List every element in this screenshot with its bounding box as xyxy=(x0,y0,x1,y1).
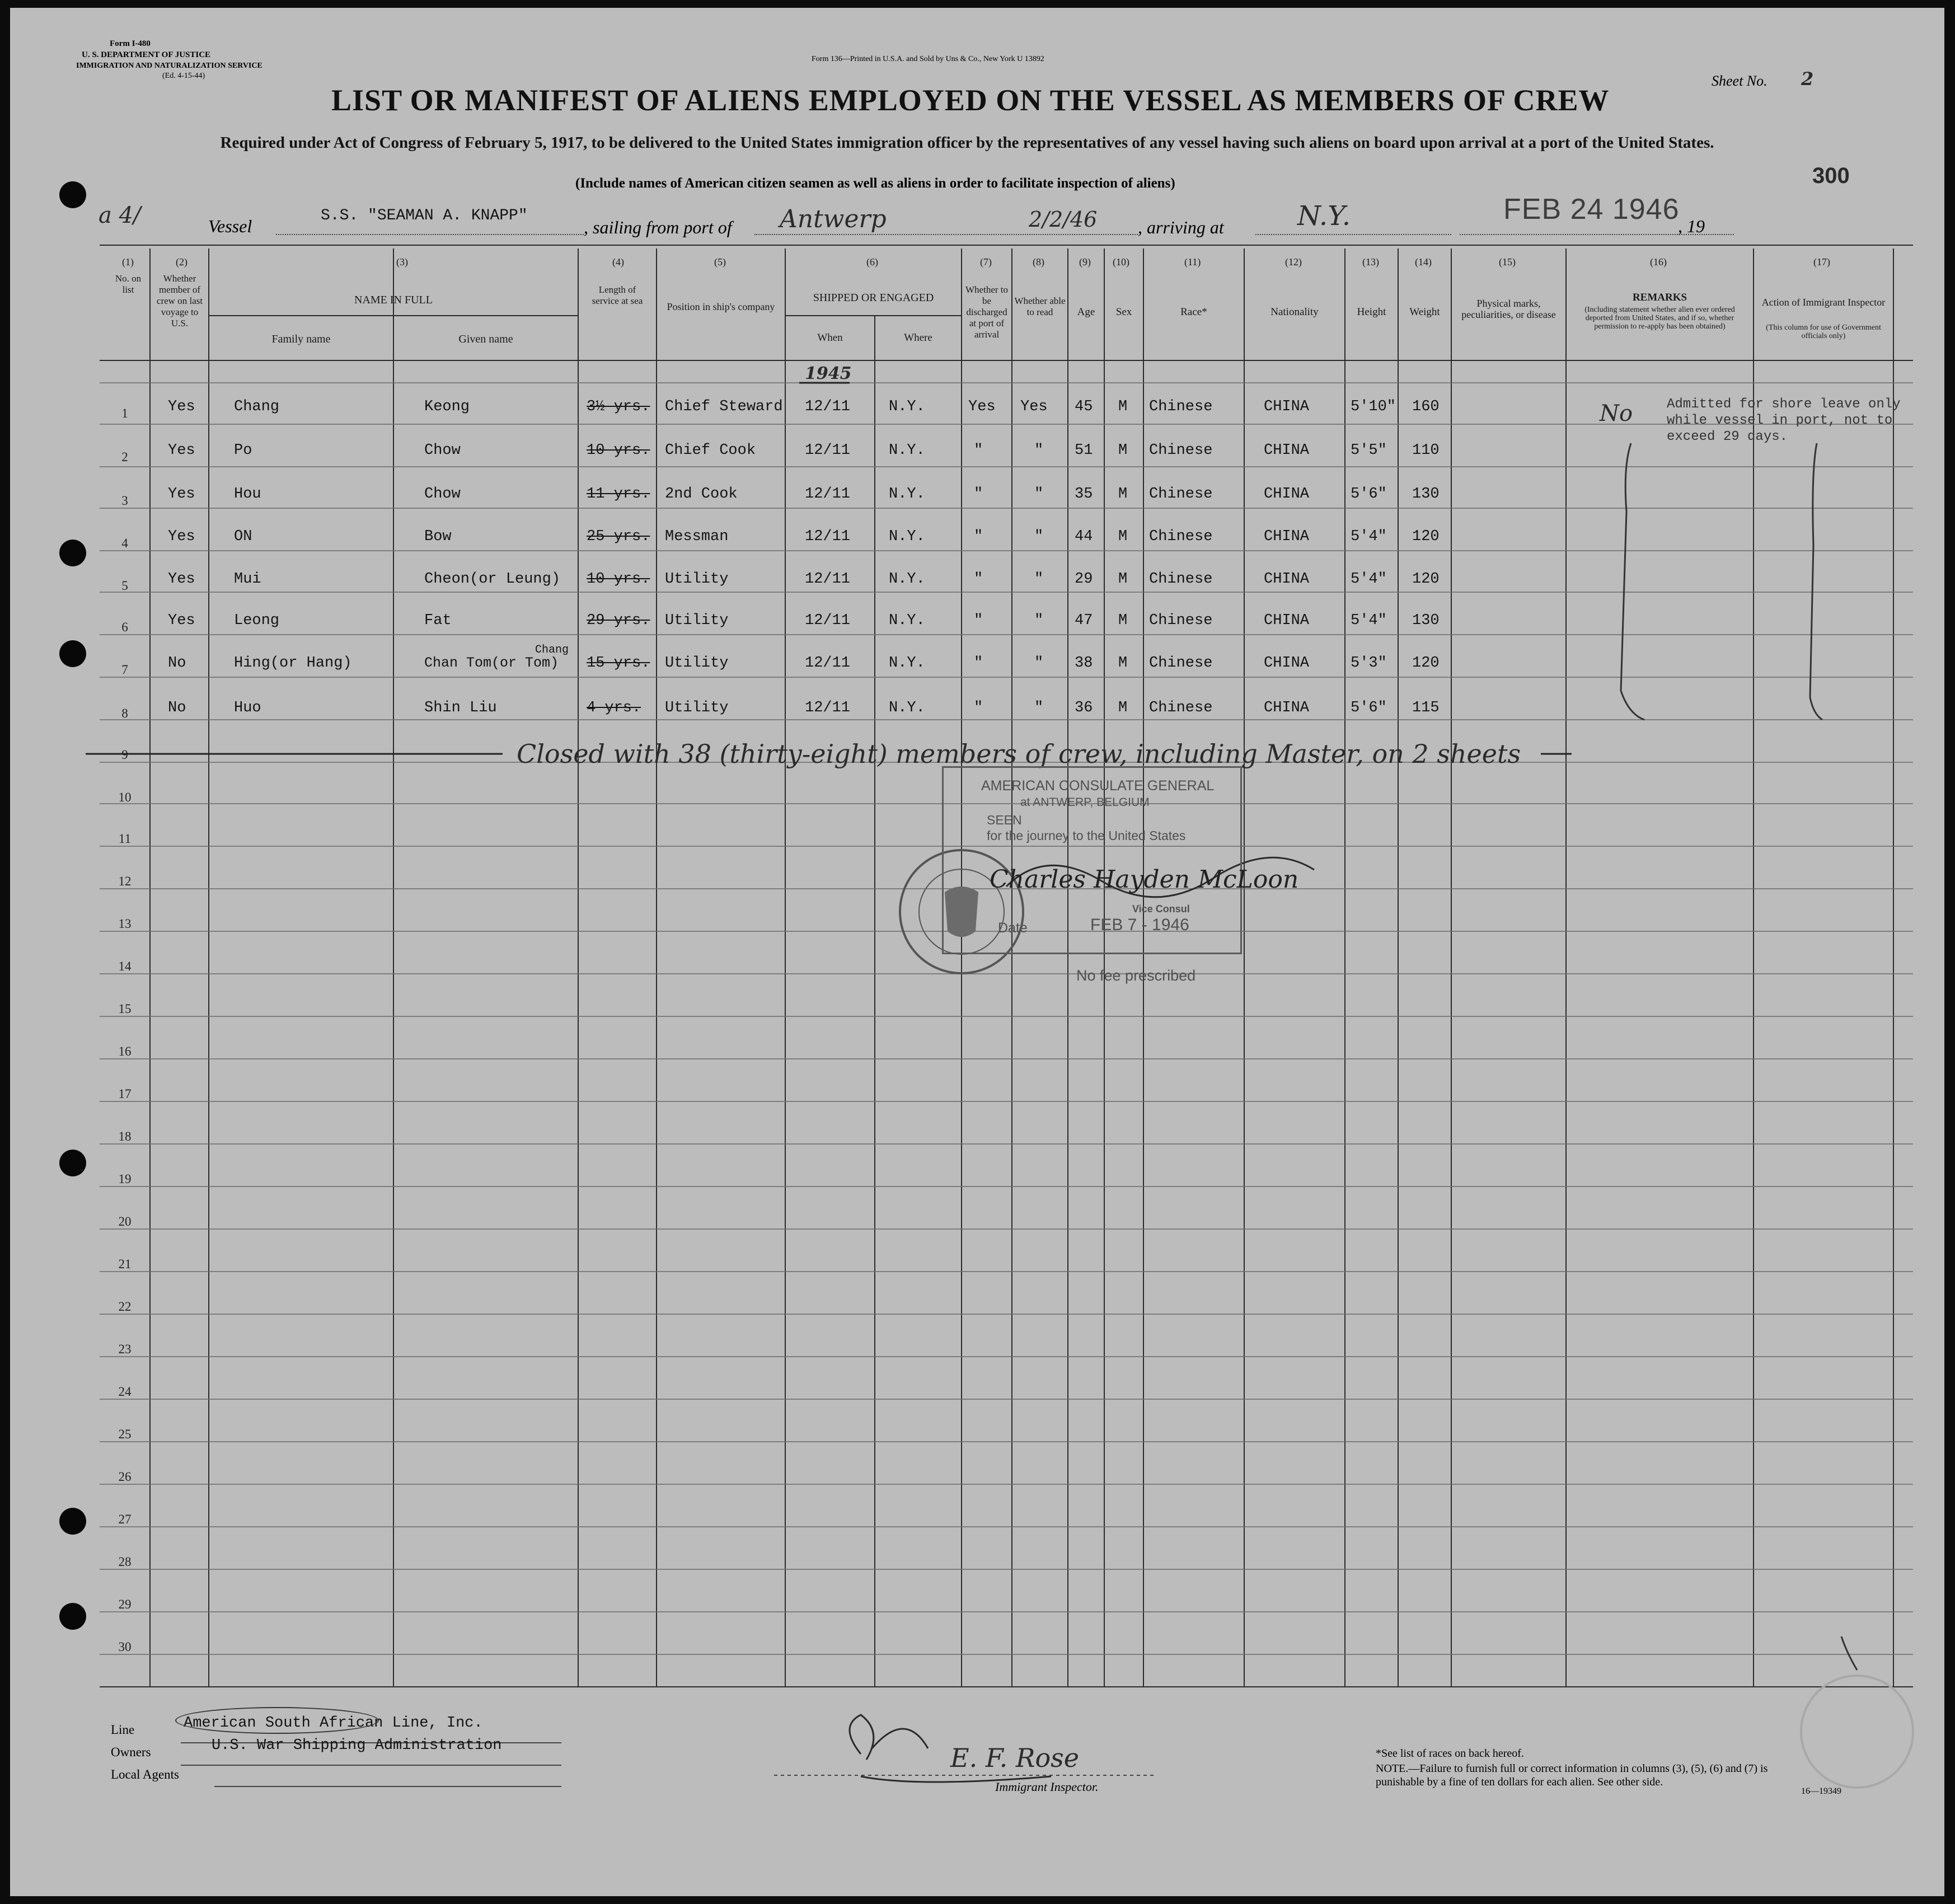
vessel-label: Vessel xyxy=(208,216,252,236)
include-note: (Include names of American citizen seamen as well as aliens in order to facilitate inspection of aliens) xyxy=(575,176,1175,191)
closing-note: Closed with 38 (thirty-eight) members of crew, including Master, on 2 sheets xyxy=(517,739,1521,769)
line-circle-mark xyxy=(175,1707,379,1734)
row-number: 15 xyxy=(118,1002,132,1016)
nationality: CHINA xyxy=(1264,571,1310,588)
row-number: 5 xyxy=(121,579,128,593)
departure-port: Antwerp xyxy=(780,205,887,233)
col-num: (7) xyxy=(980,256,992,268)
age: 35 xyxy=(1075,486,1093,503)
remarks-text: Admitted for shore leave only while vessel in port, not to exceed 29 days. xyxy=(1667,397,1901,444)
row-number: 27 xyxy=(118,1512,132,1526)
shipped-when: 12/11 xyxy=(805,398,851,415)
col-header-sex: Sex xyxy=(1115,306,1132,318)
vessel-name: S.S. "SEAMAN A. KNAPP" xyxy=(321,207,528,224)
col-num: (9) xyxy=(1079,256,1091,268)
family-name: Huo xyxy=(234,700,261,716)
shipped-where: N.Y. xyxy=(889,655,925,672)
shipped-when: 12/11 xyxy=(805,571,851,588)
service-length: 10 yrs. xyxy=(587,442,650,459)
row-number: 4 xyxy=(121,536,128,550)
given-name: Shin Liu xyxy=(424,700,497,716)
col-num: (8) xyxy=(1033,256,1044,268)
sex: M xyxy=(1118,398,1128,415)
row-number: 12 xyxy=(118,874,132,888)
note-label: NOTE. xyxy=(1376,1762,1409,1775)
shipped-when: 12/11 xyxy=(805,528,851,545)
age: 38 xyxy=(1075,655,1093,672)
given-name: Fat xyxy=(424,612,452,629)
sex: M xyxy=(1118,442,1128,459)
given-name: Chow xyxy=(424,486,461,503)
service: IMMIGRATION AND NATURALIZATION SERVICE xyxy=(76,62,262,70)
col-header-read: Whether able to read xyxy=(1014,296,1066,317)
col-num: (17) xyxy=(1813,256,1830,268)
height: 5'3" xyxy=(1351,655,1387,672)
penalty-note xyxy=(1376,1762,1801,1789)
col-header-inspector-action: Action of Immigrant Inspector xyxy=(1761,297,1886,308)
row-number: 18 xyxy=(118,1129,132,1143)
position: Chief Cook xyxy=(665,442,756,459)
able-to-read: " xyxy=(1034,486,1044,503)
note-text: —Failure to furnish full or correct information in columns (3), (5), (6) and (7) is punishable by a fine of ten dollars for each alien. See other side. xyxy=(1376,1762,1768,1788)
able-to-read: " xyxy=(1034,655,1044,672)
nationality: CHINA xyxy=(1264,442,1310,459)
row-number: 7 xyxy=(121,663,128,677)
weight: 120 xyxy=(1412,655,1440,672)
previous-voyage: No xyxy=(168,700,186,716)
col-num: (13) xyxy=(1362,256,1379,268)
shipped-where: N.Y. xyxy=(889,528,925,545)
col-num: (15) xyxy=(1499,256,1516,268)
corner-mark: a 4/ xyxy=(99,203,141,228)
inspector-label: Immigrant Inspector. xyxy=(995,1780,1099,1794)
col-num: (6) xyxy=(866,256,878,268)
edition: (Ed. 4-15-44) xyxy=(162,72,205,80)
position: Utility xyxy=(665,571,729,588)
form-code: 16—19349 xyxy=(1801,1786,1841,1796)
stamp-date: FEB 7 - 1946 xyxy=(1090,916,1189,934)
previous-voyage: Yes xyxy=(168,398,195,415)
col-num: (5) xyxy=(714,256,726,268)
row-number: 6 xyxy=(121,620,128,634)
sex: M xyxy=(1118,528,1128,545)
row-number: 17 xyxy=(118,1087,132,1101)
height: 5'5" xyxy=(1351,442,1387,459)
row-number: 16 xyxy=(118,1044,132,1058)
height: 5'6" xyxy=(1351,700,1387,716)
row-number: 19 xyxy=(118,1172,132,1186)
arriving-label: , arriving at xyxy=(1138,217,1224,237)
nationality: CHINA xyxy=(1264,612,1310,629)
age: 36 xyxy=(1075,700,1093,716)
service-length: 10 yrs. xyxy=(587,571,650,588)
previous-voyage: Yes xyxy=(168,528,195,545)
subtitle: Required under Act of Congress of February 5, 1917, to be delivered to the United States immigration officer by the representatives of any vessel having such aliens on board upon arrival at a port of the United States. xyxy=(220,134,1714,152)
col-header-previous-voyage: Whether member of crew on last voyage to U.S. xyxy=(156,273,203,329)
col-num: (10) xyxy=(1113,256,1129,268)
weight: 160 xyxy=(1412,398,1440,415)
height: 5'4" xyxy=(1351,612,1387,629)
age: 47 xyxy=(1075,612,1093,629)
col-header-age: Age xyxy=(1077,306,1095,318)
col-header-name: NAME IN FULL xyxy=(354,294,433,306)
position: Utility xyxy=(665,612,729,629)
service-length: 15 yrs. xyxy=(587,655,650,672)
age: 51 xyxy=(1075,442,1093,459)
owners-value: U.S. War Shipping Administration xyxy=(212,1737,502,1754)
nationality: CHINA xyxy=(1264,486,1310,503)
weight: 130 xyxy=(1412,612,1440,629)
family-name: Po xyxy=(234,442,252,459)
shipped-when: 12/11 xyxy=(805,486,851,503)
arrival-date-stamp: FEB 24 1946 xyxy=(1503,193,1680,226)
col-header-remarks: REMARKS xyxy=(1632,292,1687,303)
family-name: Hing(or Hang) xyxy=(234,655,352,672)
family-name: ON xyxy=(234,528,252,545)
col-num: (12) xyxy=(1285,256,1302,268)
race: Chinese xyxy=(1149,486,1213,503)
remarks-bracket-left xyxy=(1621,443,1644,720)
row-number: 13 xyxy=(118,917,132,931)
stamp-line-4: for the journey to the United States xyxy=(987,828,1186,843)
previous-voyage: Yes xyxy=(168,612,195,629)
row-number: 10 xyxy=(118,790,132,804)
able-to-read: " xyxy=(1034,442,1044,459)
shipped-when: 12/11 xyxy=(805,612,851,629)
col-header-no: No. on list xyxy=(115,273,142,295)
arrival-port: N.Y. xyxy=(1297,200,1351,232)
height: 5'10" xyxy=(1351,398,1396,415)
row-number: 21 xyxy=(118,1257,132,1271)
departure-date: 2/2/46 xyxy=(1029,207,1098,232)
shipped-where: N.Y. xyxy=(889,571,925,588)
age: 44 xyxy=(1075,528,1093,545)
sex: M xyxy=(1118,612,1128,629)
given-name: Chan Tom(or Tom) xyxy=(424,655,559,671)
given-name: Cheon(or Leung) xyxy=(424,571,561,588)
able-to-read: Yes xyxy=(1020,398,1048,415)
col-header-position: Position in ship's company xyxy=(667,301,775,312)
discharged: " xyxy=(974,700,983,716)
weight: 110 xyxy=(1412,442,1440,459)
weight: 115 xyxy=(1412,700,1440,716)
col-num: (14) xyxy=(1415,256,1432,268)
col-header-weight: Weight xyxy=(1409,306,1440,318)
family-name: Leong xyxy=(234,612,280,629)
age: 29 xyxy=(1075,571,1093,588)
race: Chinese xyxy=(1149,655,1213,672)
row-number: 3 xyxy=(121,494,128,508)
agents-label: Local Agents xyxy=(111,1767,179,1781)
shipped-when: 12/11 xyxy=(805,700,851,716)
sex: M xyxy=(1118,486,1128,503)
previous-voyage: Yes xyxy=(168,571,195,588)
weight: 120 xyxy=(1412,571,1440,588)
remarks-bracket-right xyxy=(1810,443,1822,720)
previous-voyage: No xyxy=(168,655,186,672)
discharged: " xyxy=(974,442,983,459)
position: Utility xyxy=(665,655,729,672)
able-to-read: " xyxy=(1034,571,1044,588)
line-value: American South African Line, Inc. xyxy=(184,1715,483,1732)
height: 5'4" xyxy=(1351,528,1387,545)
department: U. S. DEPARTMENT OF JUSTICE xyxy=(82,50,211,59)
position: Utility xyxy=(665,700,729,716)
col-header-nationality: Nationality xyxy=(1270,306,1319,318)
position: 2nd Cook xyxy=(665,486,738,503)
col-num: (16) xyxy=(1650,256,1667,268)
col-header-family-name: Family name xyxy=(271,333,331,345)
col-header-where: Where xyxy=(904,332,932,344)
col-header-service: Length of service at sea xyxy=(592,284,643,306)
height: 5'6" xyxy=(1351,486,1387,503)
able-to-read: " xyxy=(1034,700,1044,716)
service-length: 25 yrs. xyxy=(587,528,650,545)
page-stamp: 300 xyxy=(1812,163,1850,188)
race: Chinese xyxy=(1149,398,1213,415)
previous-voyage: Yes xyxy=(168,442,195,459)
fee-note: No fee prescribed xyxy=(1076,967,1196,984)
age: 45 xyxy=(1075,398,1093,415)
shipped-when: 12/11 xyxy=(805,442,851,459)
col-header-remarks-note: (Including statement whether alien ever ordered deported from United States, and if so, whether permission to re-apply has been obtained) xyxy=(1584,306,1735,331)
remarks-no-mark: No xyxy=(1600,401,1633,426)
given-name: Bow xyxy=(424,528,452,545)
col-num: (3) xyxy=(396,256,408,268)
row-number: 30 xyxy=(118,1640,132,1654)
inspector-signature: E. F. Rose xyxy=(950,1743,1079,1773)
stamp-line-2: at ANTWERP, BELGIUM xyxy=(1020,796,1150,809)
sex: M xyxy=(1118,571,1128,588)
given-name: Keong xyxy=(424,398,470,415)
service-length: 3½ yrs. xyxy=(587,398,650,415)
weight: 120 xyxy=(1412,528,1440,545)
col-header-given-name: Given name xyxy=(458,333,513,345)
col-num: (11) xyxy=(1184,256,1201,268)
col-header-height: Height xyxy=(1357,306,1386,318)
nationality: CHINA xyxy=(1264,398,1310,415)
col-header-shipped: SHIPPED OR ENGAGED xyxy=(813,292,934,304)
sailing-label: , sailing from port of xyxy=(584,217,732,237)
able-to-read: " xyxy=(1034,612,1044,629)
sheet-label: Sheet No. xyxy=(1712,73,1768,89)
race: Chinese xyxy=(1149,528,1213,545)
shipped-where: N.Y. xyxy=(889,398,925,415)
col-header-when: When xyxy=(817,332,843,344)
row-number: 23 xyxy=(118,1342,132,1356)
position: Chief Steward xyxy=(665,398,783,415)
col-header-inspector-note: (This column for use of Government officials only) xyxy=(1766,323,1881,340)
race: Chinese xyxy=(1149,700,1213,716)
height: 5'4" xyxy=(1351,571,1387,588)
discharged: " xyxy=(974,486,983,503)
races-note: *See list of races on back hereof. xyxy=(1376,1747,1524,1760)
family-name: Mui xyxy=(234,571,261,588)
col-num: (2) xyxy=(176,256,187,268)
sex: M xyxy=(1118,700,1128,716)
row-number: 1 xyxy=(121,406,128,420)
row-number: 25 xyxy=(118,1427,132,1441)
row-number: 9 xyxy=(121,748,128,762)
year-note: 1945 xyxy=(805,364,852,383)
nationality: CHINA xyxy=(1264,655,1310,672)
row-number: 8 xyxy=(121,706,128,720)
shipped-where: N.Y. xyxy=(889,612,925,629)
service-length: 11 yrs. xyxy=(587,486,650,503)
col-header-discharged: Whether to be discharged at port of arrival xyxy=(965,284,1008,340)
line-label: Line xyxy=(111,1723,135,1737)
given-name: Chow xyxy=(424,442,461,459)
race: Chinese xyxy=(1149,442,1213,459)
stamp-line-3: SEEN xyxy=(987,813,1022,827)
nationality: CHINA xyxy=(1264,700,1310,716)
stamp-line-1: AMERICAN CONSULATE GENERAL xyxy=(981,778,1215,794)
race: Chinese xyxy=(1149,612,1213,629)
col-header-physical-marks: Physical marks, peculiarities, or disease xyxy=(1461,298,1556,320)
faint-seal xyxy=(1801,1676,1913,1788)
shipped-when: 12/11 xyxy=(805,655,851,672)
race: Chinese xyxy=(1149,571,1213,588)
printer-line: Form 136—Printed in U.S.A. and Sold by Uns & Co., New York U 13892 xyxy=(812,55,1044,63)
sex: M xyxy=(1118,655,1128,672)
discharged: " xyxy=(974,655,983,672)
able-to-read: " xyxy=(1034,528,1044,545)
shipped-where: N.Y. xyxy=(889,700,925,716)
service-length: 4 yrs. xyxy=(587,700,641,716)
given-name-correction: Chang xyxy=(535,644,569,656)
row-number: 22 xyxy=(118,1300,132,1314)
row-number: 26 xyxy=(118,1470,132,1484)
position: Messman xyxy=(665,528,729,545)
row-number: 28 xyxy=(118,1555,132,1569)
shipped-where: N.Y. xyxy=(889,486,925,503)
discharged: " xyxy=(974,571,983,588)
form-number: Form I-480 xyxy=(110,39,151,48)
row-number: 29 xyxy=(118,1597,132,1611)
col-num: (1) xyxy=(122,256,134,268)
service-length: 29 yrs. xyxy=(587,612,650,629)
previous-voyage: Yes xyxy=(168,486,195,503)
family-name: Chang xyxy=(234,398,280,415)
row-number: 14 xyxy=(118,959,132,973)
owners-label: Owners xyxy=(111,1745,151,1759)
stamp-vice-consul: Vice Consul xyxy=(1132,903,1190,915)
consul-signature: Charles Hayden McLoon xyxy=(990,865,1299,894)
col-header-race: Race* xyxy=(1180,306,1207,318)
weight: 130 xyxy=(1412,486,1440,503)
nationality: CHINA xyxy=(1264,528,1310,545)
discharged: " xyxy=(974,612,983,629)
manifest-sheet xyxy=(10,8,1944,1896)
row-number: 20 xyxy=(118,1214,132,1228)
shipped-where: N.Y. xyxy=(889,442,925,459)
sheet-number: 2 xyxy=(1801,68,1814,90)
year-label: , 19 xyxy=(1678,216,1705,236)
page-title: LIST OR MANIFEST OF ALIENS EMPLOYED ON THE VESSEL AS MEMBERS OF CREW xyxy=(331,83,1610,117)
row-number: 2 xyxy=(121,450,128,464)
stamp-date-label: Date xyxy=(998,920,1028,936)
row-number: 11 xyxy=(118,832,132,846)
discharged: Yes xyxy=(968,398,996,415)
discharged: " xyxy=(974,528,983,545)
col-num: (4) xyxy=(612,256,624,268)
family-name: Hou xyxy=(234,486,261,503)
row-number: 24 xyxy=(118,1385,132,1399)
check-mark xyxy=(1841,1636,1857,1670)
